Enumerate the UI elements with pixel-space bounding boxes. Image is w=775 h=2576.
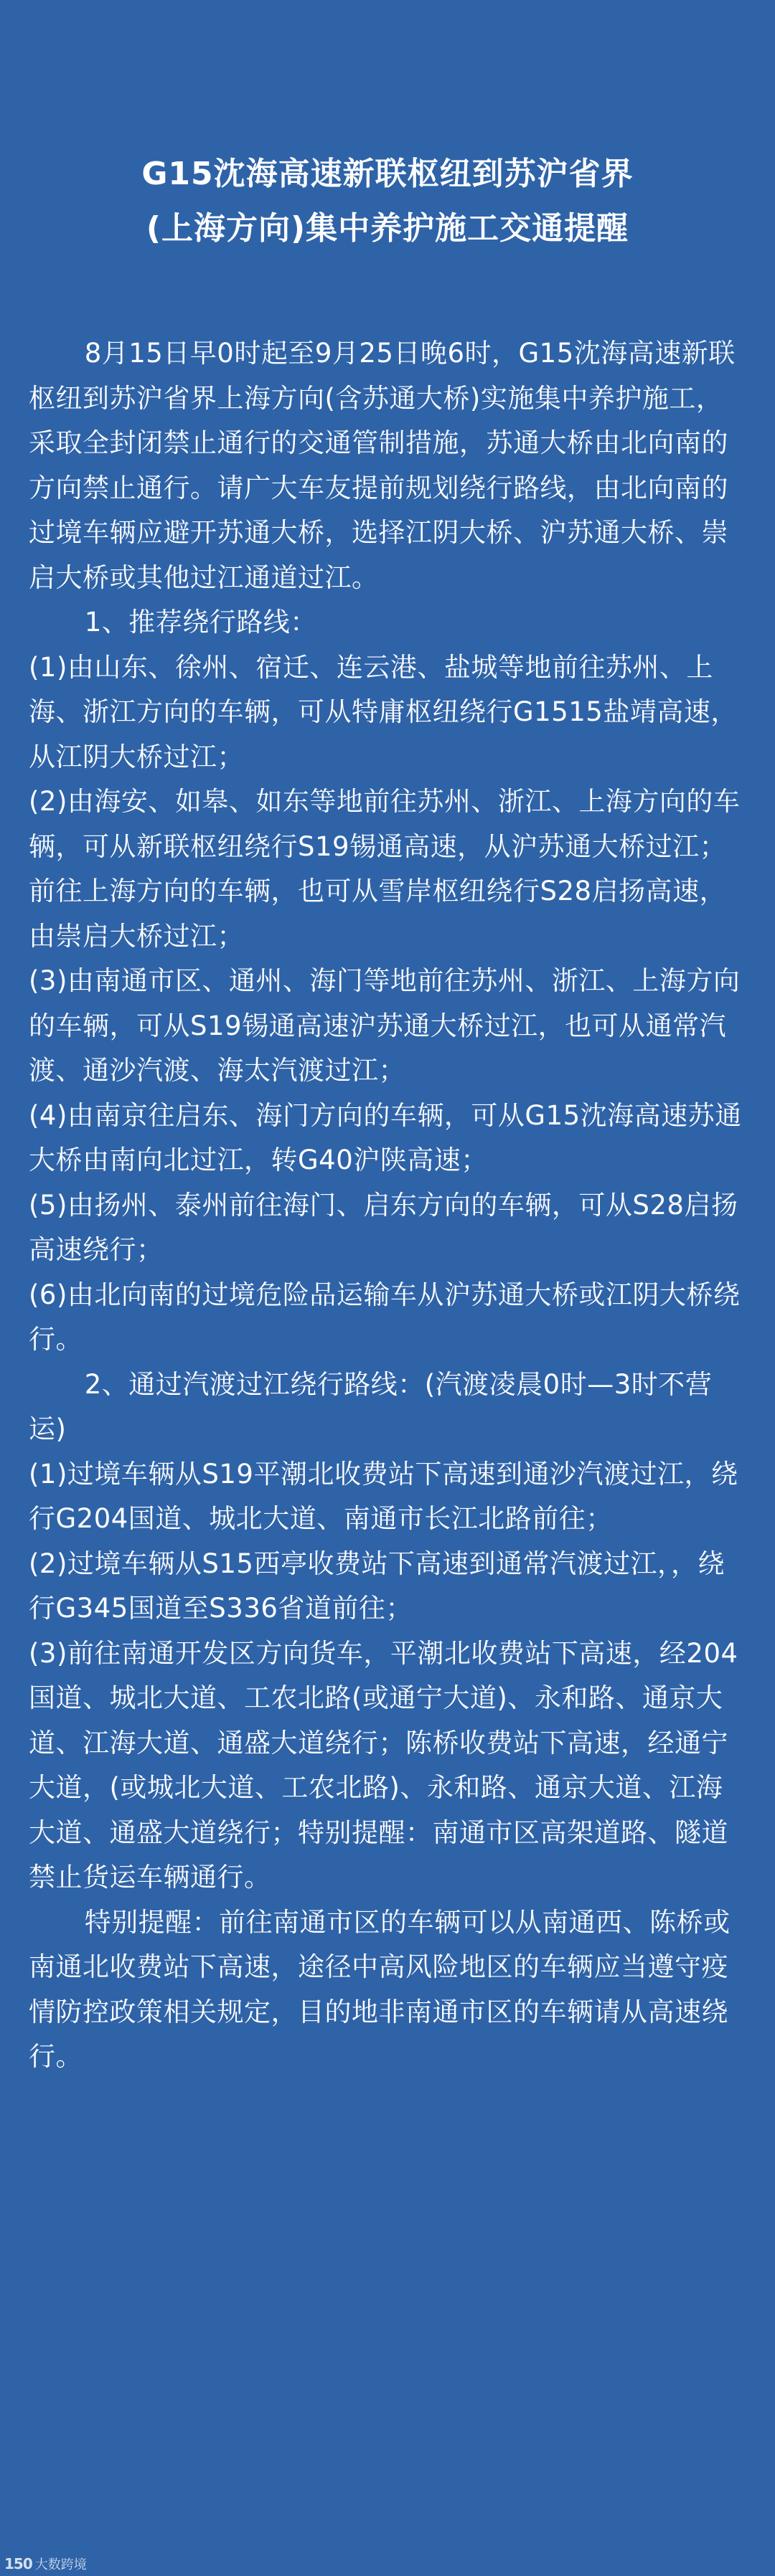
notice-body <box>29 331 746 2080</box>
page-title <box>0 147 775 256</box>
section1-item: (3)由南通市区、通州、海门等地前往苏州、浙江、上海方向的车辆，可从S19锡通高速沪苏通大桥过江，也可从通常汽渡、通沙汽渡、海太汽渡过江； <box>29 965 741 1086</box>
section1-item: (1)由山东、徐州、宿迁、连云港、盐城等地前往苏州、上海、浙江方向的车辆，可从特庸枢纽绕行G1515盐靖高速，从江阴大桥过江； <box>29 651 738 772</box>
section1-heading: 1、推荐绕行路线： <box>84 607 317 638</box>
section1-item: (2)由海安、如皋、如东等地前往苏州、浙江、上海方向的车辆，可从新联枢纽绕行S19锡通高速，从沪苏通大桥过江；前往上海方向的车辆，也可从雪岸枢纽绕行S28启扬高速，由崇启大桥过江； <box>29 786 741 952</box>
section2-item: (2)过境车辆从S15西亭收费站下高速到通常汽渡过江，，绕行G345国道至S336省道前往； <box>29 1548 725 1624</box>
section2-heading: 2、通过汽渡过江绕行路线：(汽渡凌晨0时—3时不营运) <box>29 1368 713 1444</box>
watermark-text: 大数跨境 <box>34 2557 87 2572</box>
watermark-logo-icon: 150 <box>4 2555 32 2572</box>
section1-item: (4)由南京往启东、海门方向的车辆，可从G15沈海高速苏通大桥由南向北过江，转G40沪陕高速； <box>29 1099 742 1175</box>
section2-item: (1)过境车辆从S19平潮北收费站下高速到通沙汽渡过江，绕行G204国道、城北大道、南通市长江北路前往； <box>29 1458 738 1534</box>
section2-item: (3)前往南通开发区方向货车，平潮北收费站下高速，经204国道、城北大道、工农北路(或通宁大道)、永和路、通京大道、江海大道、通盛大道绕行；陈桥收费站下高速，经通宁大道，(或城北大道、工农北路)、永和路、通京大道、江海大道、通盛大道绕行；特别提醒：南通市区高架道路、隧道禁止货运车辆通行。 <box>29 1637 738 1893</box>
watermark <box>4 2554 87 2573</box>
title-line-1: G15沈海高速新联枢纽到苏沪省界 <box>141 156 634 192</box>
closing-paragraph: 特别提醒：前往南通市区的车辆可以从南通西、陈桥或南通北收费站下高速，途径中高风险地区的车辆应当遵守疫情防控政策相关规定，目的地非南通市区的车辆请从高速绕行。 <box>29 1906 731 2072</box>
section1-item: (5)由扬州、泰州前往海门、启东方向的车辆，可从S28启扬高速绕行； <box>29 1189 738 1265</box>
intro-paragraph: 8月15日早0时起至9月25日晚6时，G15沈海高速新联枢纽到苏沪省界上海方向(含苏通大桥)实施集中养护施工，采取全封闭禁止通行的交通管制措施，苏通大桥由北向南的方向禁止通行。请广大车友提前规划绕行路线，由北向南的过境车辆应避开苏通大桥，选择江阴大桥、沪苏通大桥、崇启大桥或其他过江通道过江。 <box>29 338 736 593</box>
section1-item: (6)由北向南的过境危险品运输车从沪苏通大桥或江阴大桥绕行。 <box>29 1279 741 1355</box>
title-line-2: (上海方向)集中养护施工交通提醒 <box>146 210 629 247</box>
